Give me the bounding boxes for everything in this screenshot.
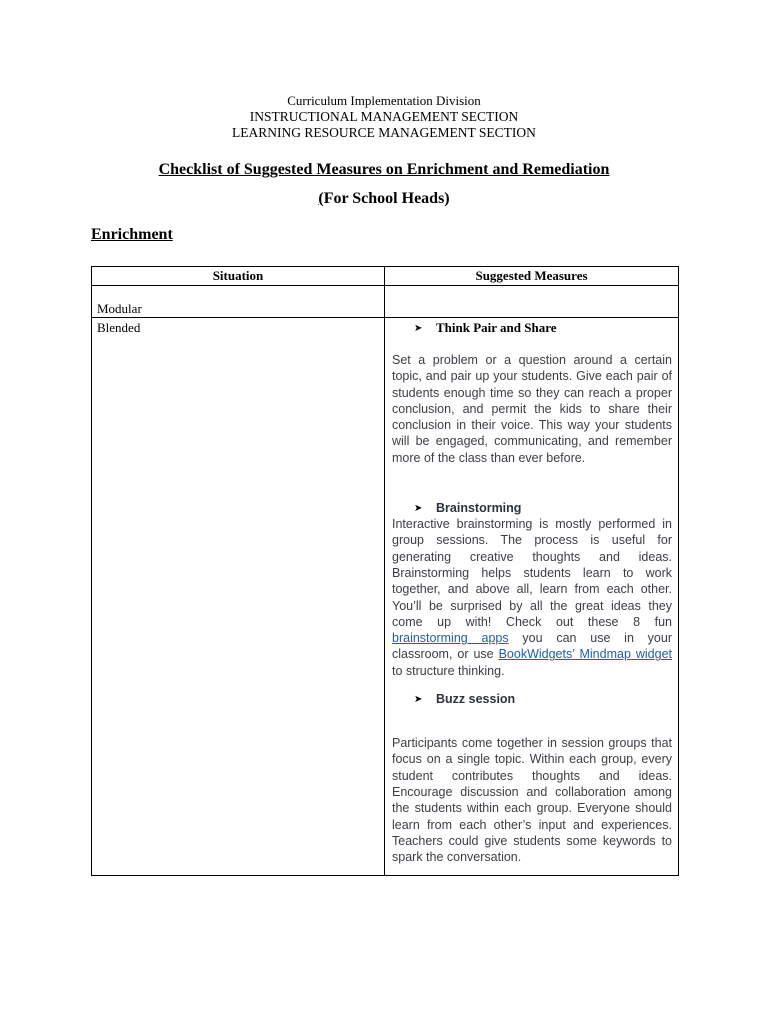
paragraph-text: Participants come together in session groups that focus on a single topic. Within each group, every student contributes thoughts and ideas. Encourage discussion and collaboration among the students within each group. Everyone should learn from each other’s input and experiences. Teachers could give students some keywords to spark the conversation. <box>392 736 672 865</box>
paragraph-text: you can use in your classroom, or use <box>392 631 672 662</box>
table-header-row <box>92 267 679 286</box>
measure-title: Brainstorming <box>436 501 522 516</box>
measure-title: Buzz session <box>436 692 516 707</box>
situation-label: Modular <box>97 301 142 316</box>
table-row-modular <box>92 286 679 318</box>
section-heading: Enrichment <box>91 226 173 243</box>
measure-description <box>392 735 672 865</box>
inline-link[interactable]: brainstorming apps <box>392 631 509 646</box>
measures-cell <box>385 318 679 876</box>
inline-link[interactable]: BookWidgets’ Mindmap widget <box>498 647 672 662</box>
paragraph-text: Set a problem or a question around a certain topic, and pair up your students. Give each pair of students enough time so they can reach a proper conclusion, and permit the kids to share their conclusion in their voice. This way your students will be engaged, communicating, and remember more of the class than ever before. <box>392 353 672 465</box>
document-subtitle <box>0 189 768 209</box>
measure-description <box>392 352 672 466</box>
learning-resource-section-heading: LEARNING RESOURCE MANAGEMENT SECTION <box>232 125 536 140</box>
column-header-situation: Situation <box>92 267 385 286</box>
measure-heading <box>414 691 672 707</box>
division-heading: Curriculum Implementation Division <box>287 93 481 108</box>
paragraph-text: to structure thinking. <box>392 663 505 678</box>
table-row-blended <box>92 318 679 876</box>
measure-heading <box>414 320 672 336</box>
arrowhead-bullet-icon: ➤ <box>414 502 423 514</box>
measures-cell-empty <box>385 286 679 318</box>
measures-table <box>91 266 679 876</box>
measure-description <box>392 516 672 679</box>
situation-cell <box>92 318 385 876</box>
situation-label: Blended <box>97 320 141 335</box>
subtitle-open-paren: ( <box>318 190 324 207</box>
arrowhead-bullet-icon: ➤ <box>414 693 423 705</box>
paragraph-text: Interactive brainstorming is mostly performed in group sessions. The process is useful for generating creative thoughts and ideas. Brainstorming helps students learn to work together, and above all, learn from each other. You’ll be surprised by all the great ideas they come up with! Check out these 8 fun <box>392 517 672 629</box>
instructional-section-heading: INSTRUCTIONAL MANAGEMENT SECTION <box>249 109 519 124</box>
measure-title: Think Pair and Share <box>436 320 557 335</box>
arrowhead-bullet-icon: ➤ <box>414 322 423 334</box>
measure-heading <box>414 500 672 516</box>
subtitle-text: For School Heads) <box>323 190 450 207</box>
column-header-measures: Suggested Measures <box>385 267 679 286</box>
situation-cell <box>92 286 385 318</box>
document-title: Checklist of Suggested Measures on Enrichment and Remediation <box>158 161 610 178</box>
